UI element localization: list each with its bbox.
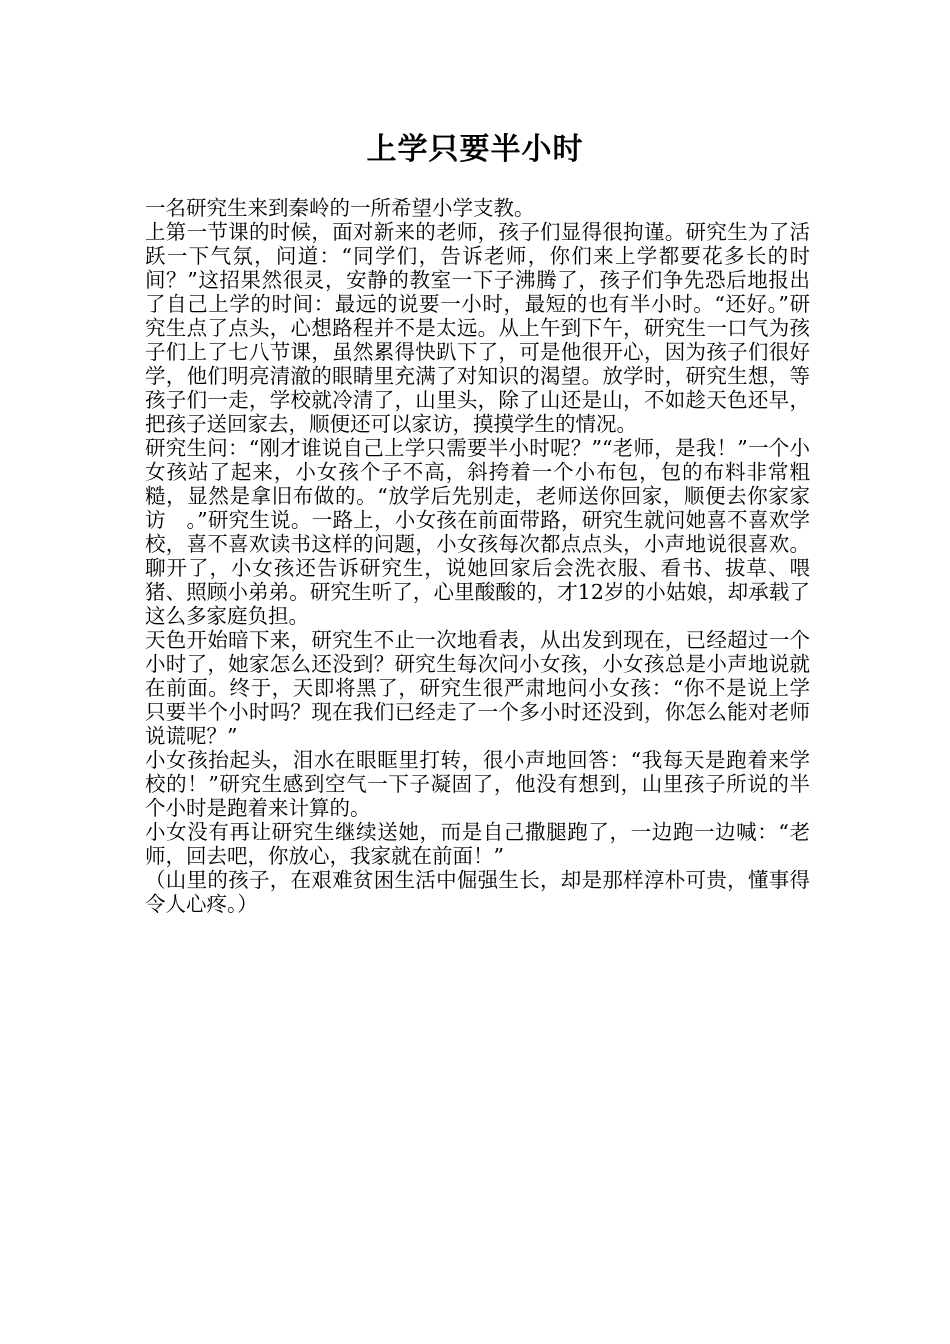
paragraph-closing-note: （山里的孩子，在艰难贫困生活中倔强生长，却是那样淳朴可贵，懂事得令人心疼。） bbox=[145, 868, 810, 916]
paragraph-dusk: 天色开始暗下来，研究生不止一次地看表，从出发到现在，已经超过一个小时了，她家怎么还没到？研究生每次问小女孩，小女孩总是小声地说就在前面。终于，天即将黑了，研究生很严肃地问小女孩：“你不是说上学只要半个小时吗？现在我们已经走了一个多小时还没到，你怎么能对老师说谎呢？” bbox=[145, 628, 810, 748]
paragraph-walk-home: 研究生问：“刚才谁说自己上学只需要半小时呢？”“老师，是我！”一个小女孩站了起来，小女孩个子不高，斜挎着一个小布包，包的布料非常粗糙，显然是拿旧布做的。“放学后先别走，老师送你回家，顺便去你家家访 。”研究生说。一路上，小女孩在前面带路，研究生就问她喜不喜欢学校，喜不喜欢读书这样的问题，小女孩每次都点点头，小声地说很喜欢。聊开了，小女孩还告诉研究生，说她回家后会洗衣服、看书、拔草、喂猪、照顾小弟弟。研究生听了，心里酸酸的，才12岁的小姑娘，却承载了这么多家庭负担。 bbox=[145, 436, 810, 628]
paragraph-intro: 一名研究生来到秦岭的一所希望小学支教。 bbox=[145, 196, 535, 220]
paragraph-farewell: 小女没有再让研究生继续送她，而是自己撒腿跑了，一边跑一边喊：“老师，回去吧，你放心，我家就在前面！” bbox=[145, 820, 810, 868]
paragraph-answer: 小女孩抬起头，泪水在眼眶里打转，很小声地回答：“我每天是跑着来学校的！”研究生感到空气一下子凝固了，他没有想到，山里孩子所说的半个小时是跑着来计算的。 bbox=[145, 748, 810, 820]
document-title: 上学只要半小时 bbox=[366, 132, 584, 167]
paragraph-first-class: 上第一节课的时候，面对新来的老师，孩子们显得很拘谨。研究生为了活跃一下气氛，问道：“同学们，告诉老师，你们来上学都要花多长的时间？”这招果然很灵，安静的教室一下子沸腾了，孩子们争先恐后地报出了自己上学的时间：最远的说要一小时，最短的也有半小时。“还好。”研究生点了点头，心想路程并不是太远。从上午到下午，研究生一口气为孩子们上了七八节课，虽然累得快趴下了，可是他很开心，因为孩子们很好学，他们明亮清澈的眼睛里充满了对知识的渴望。放学时，研究生想，等孩子们一走，学校就冷清了，山里头，除了山还是山，不如趁天色还早，把孩子送回家去，顺便还可以家访，摸摸学生的情况。 bbox=[145, 220, 810, 436]
document-body bbox=[145, 196, 810, 916]
